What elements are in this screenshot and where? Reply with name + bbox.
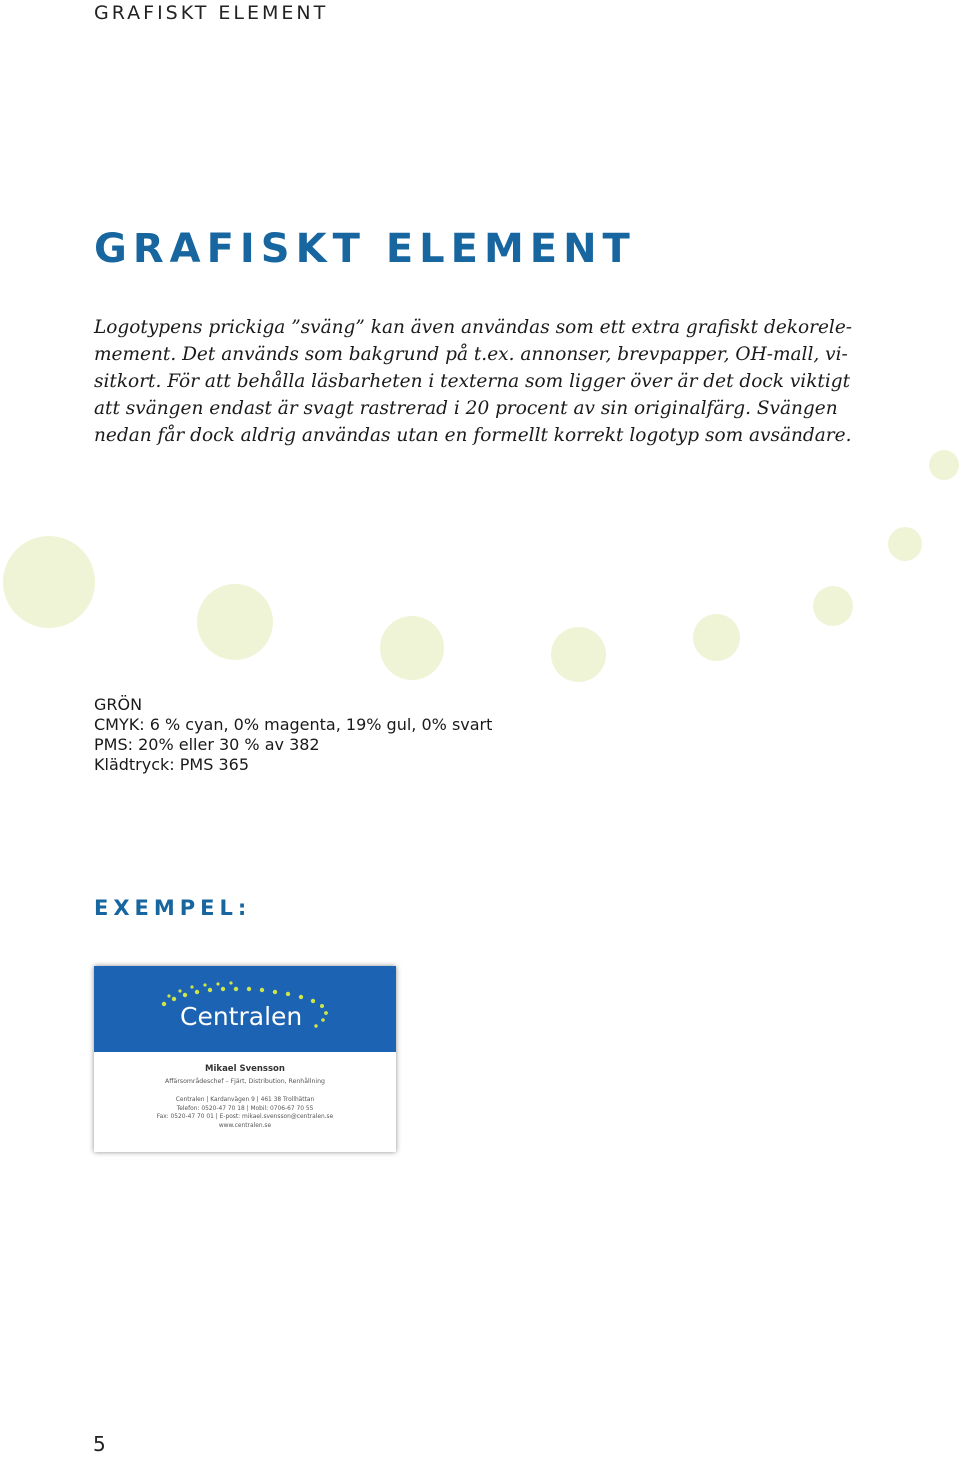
color-pms: PMS: 20% eller 30 % av 382 — [94, 735, 320, 754]
card-person-role: Affärsområdeschef – Fjärt, Distribution, Renhållning — [165, 1078, 325, 1085]
swoosh-dot — [813, 586, 853, 626]
intro-line: Logotypens prickiga ”sväng” kan även användas som ett extra grafiskt dekorele- — [94, 317, 853, 338]
intro-line: sitkort. För att behålla läsbarheten i texterna som ligger över är det dock viktigt — [94, 371, 851, 392]
color-name: GRÖN — [94, 695, 143, 714]
swoosh-dot — [380, 616, 444, 680]
swoosh-dot — [693, 614, 740, 661]
running-header: GRAFISKT ELEMENT — [94, 2, 329, 24]
swoosh-dot — [888, 527, 922, 561]
intro-line: nedan får dock aldrig användas utan en formellt korrekt logotyp som avsändare. — [94, 425, 852, 446]
card-contact-line: Fax: 0520-47 70 01 | E-post: mikael.svensson@centralen.se — [156, 1114, 334, 1120]
color-textile: Klädtryck: PMS 365 — [94, 755, 249, 774]
business-card-example — [94, 966, 396, 1152]
card-logo-text: Centralen — [180, 1002, 303, 1031]
card-contact-line: Centralen | Kardanvägen 9 | 461 38 Trollhättan — [175, 1097, 315, 1103]
color-cmyk: CMYK: 6 % cyan, 0% magenta, 19% gul, 0% svart — [94, 715, 493, 734]
swoosh-dot — [551, 627, 606, 682]
card-contact-info — [94, 1096, 396, 1130]
card-contact-line: Telefon: 0520-47 70 18 | Mobil: 0706-67 70 55 — [176, 1105, 314, 1112]
swoosh-dot — [197, 584, 273, 660]
intro-line: att svängen endast är svagt rastrerad i 20 procent av sin originalfärg. Svängen — [94, 398, 838, 419]
intro-paragraph — [94, 314, 904, 449]
example-heading: EXEMPEL: — [94, 896, 252, 920]
swoosh-dot — [3, 536, 95, 628]
card-person-name: Mikael Svensson — [205, 1064, 285, 1074]
card-contact-line: www.centralen.se — [218, 1122, 272, 1129]
color-spec — [94, 695, 492, 775]
intro-line: mement. Det används som bakgrund på t.ex. annonser, brevpapper, OH-mall, vi- — [94, 344, 848, 365]
page-number: 5 — [93, 1432, 106, 1456]
page-title: GRAFISKT ELEMENT — [94, 226, 636, 272]
swoosh-dot — [929, 450, 959, 480]
